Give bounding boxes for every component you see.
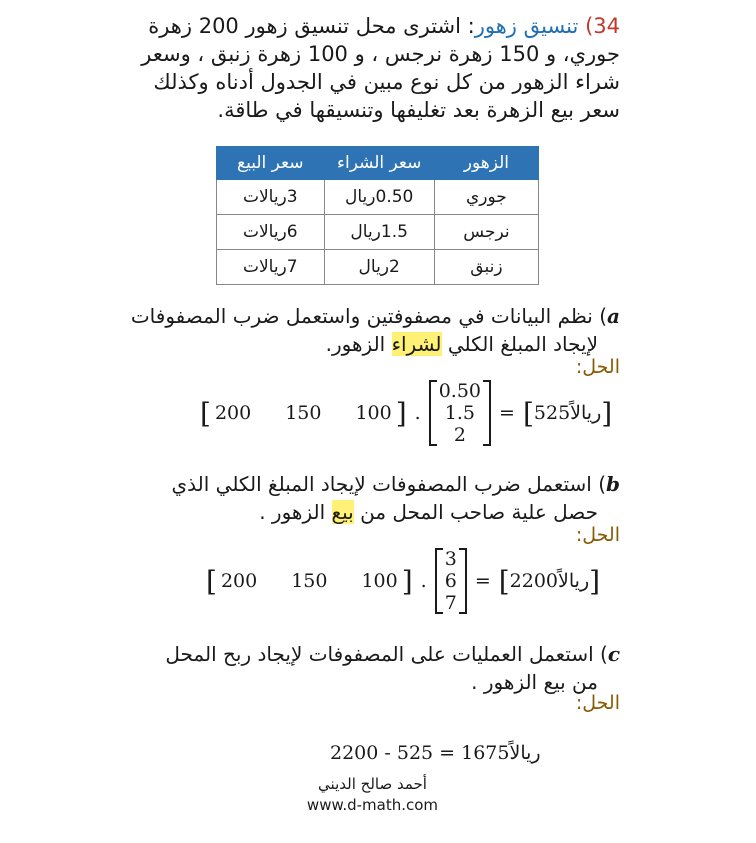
matrix-cell: 100 [361, 570, 398, 592]
table-cell: 2ريال [324, 250, 434, 285]
table-header-cell: سعر البيع [217, 147, 325, 180]
part-a-question [20, 302, 620, 358]
part-b-label: b [606, 472, 620, 496]
matrix-cell: 7 [444, 592, 457, 614]
table-cell: 6ريالات [217, 215, 325, 250]
result-value: 2200ريالاً [509, 570, 590, 592]
equals-sign: = [499, 402, 515, 424]
part-c-question [20, 640, 620, 696]
problem-line-2: جوري، و 150 زهرة نرجس ، و 100 زهرة زنبق ، وسعر [141, 42, 620, 66]
part-c-line-1 [20, 640, 620, 668]
part-a-text-1: ) نظم البيانات في مصفوفتين واستعمل ضرب المصفوفات [130, 304, 608, 328]
part-a-line-1 [20, 302, 620, 330]
table-cell: زنبق [434, 250, 538, 285]
part-a-label: a [607, 304, 620, 328]
table-header-cell: الزهور [434, 147, 538, 180]
final-equation: 2200 - 525 = 1675ريالاً [330, 742, 541, 764]
table-cell: 3ريالات [217, 180, 325, 215]
problem-number: 34) [585, 14, 620, 38]
problem-statement [100, 12, 620, 124]
part-b-text-2b: الزهور . [259, 500, 332, 524]
matrix-cell: 150 [291, 570, 328, 592]
matrix-cell: 200 [220, 570, 258, 592]
part-c-text-1: ) استعمل العمليات على المصفوفات لإيجاد ربح المحل [165, 642, 608, 666]
part-c-label: c [607, 642, 620, 666]
matrix-cell: 3 [444, 548, 457, 570]
part-b-highlight: بيع [331, 500, 354, 524]
problem-text-1: : اشترى محل تنسيق زهور 200 زهرة [148, 14, 475, 38]
part-a-text-2b: الزهور. [325, 332, 392, 356]
table-row [217, 180, 539, 215]
multiply-dot: . [414, 402, 421, 424]
column-matrix [435, 548, 467, 614]
part-b-text-1: ) استعمل ضرب المصفوفات لإيجاد المبلغ الكلي الذي [171, 472, 607, 496]
part-a-line-2 [20, 330, 620, 358]
part-b-line-2 [20, 498, 620, 526]
matrix-cell: 100 [355, 402, 392, 424]
result-matrix: [ 2200ريالاً ] [498, 564, 601, 598]
part-c-solution-label: الحل: [575, 692, 620, 714]
part-a-highlight: لشراء [391, 332, 442, 356]
result-matrix: [ 525ريالاً ] [522, 396, 613, 430]
part-b-equation [206, 546, 600, 616]
table-cell: 7ريالات [217, 250, 325, 285]
row-matrix: [ 200 150 100 ] [206, 564, 413, 598]
part-b-question [20, 470, 620, 526]
matrix-cell: 6 [444, 570, 457, 592]
equals-sign: = [474, 570, 491, 592]
matrix-cell: 0.50 [438, 380, 482, 402]
part-a-equation [200, 378, 612, 448]
problem-line-4: سعر بيع الزهرة بعد تغليفها وتنسيقها في طاقة. [217, 98, 620, 122]
part-b-text-2a: حصل علية صاحب المحل من [353, 500, 598, 524]
table-cell: جوري [434, 180, 538, 215]
problem-title: تنسيق زهور [474, 14, 579, 38]
table-header-cell: سعر الشراء [324, 147, 434, 180]
multiply-dot: . [420, 570, 427, 592]
problem-line-3: شراء الزهور من كل نوع مبين في الجدول أدناه وكذلك [153, 70, 620, 94]
matrix-cell: 2 [453, 424, 466, 446]
part-c-line-2: من بيع الزهور . [471, 670, 598, 694]
price-table [216, 146, 539, 285]
part-b-solution-label: الحل: [575, 524, 620, 546]
row-matrix: [ 200 150 100 ] [200, 396, 407, 430]
table-cell: 1.5ريال [324, 215, 434, 250]
problem-line-1 [100, 12, 620, 40]
part-a-solution-label: الحل: [575, 356, 620, 378]
column-matrix [429, 380, 491, 446]
part-a-text-2a: لإيجاد المبلغ الكلي [441, 332, 598, 356]
table-row [217, 250, 539, 285]
result-value: 525ريالاً [533, 402, 602, 424]
matrix-cell: 150 [285, 402, 322, 424]
matrix-cell: 200 [214, 402, 252, 424]
table-row [217, 215, 539, 250]
table-header-row [217, 147, 539, 180]
part-b-line-1 [20, 470, 620, 498]
table-cell: 0.50ريال [324, 180, 434, 215]
website-url: www.d-math.com [306, 796, 439, 814]
table-cell: نرجس [434, 215, 538, 250]
matrix-cell: 1.5 [444, 402, 475, 424]
author-name: أحمد صالح الديني [318, 775, 427, 793]
